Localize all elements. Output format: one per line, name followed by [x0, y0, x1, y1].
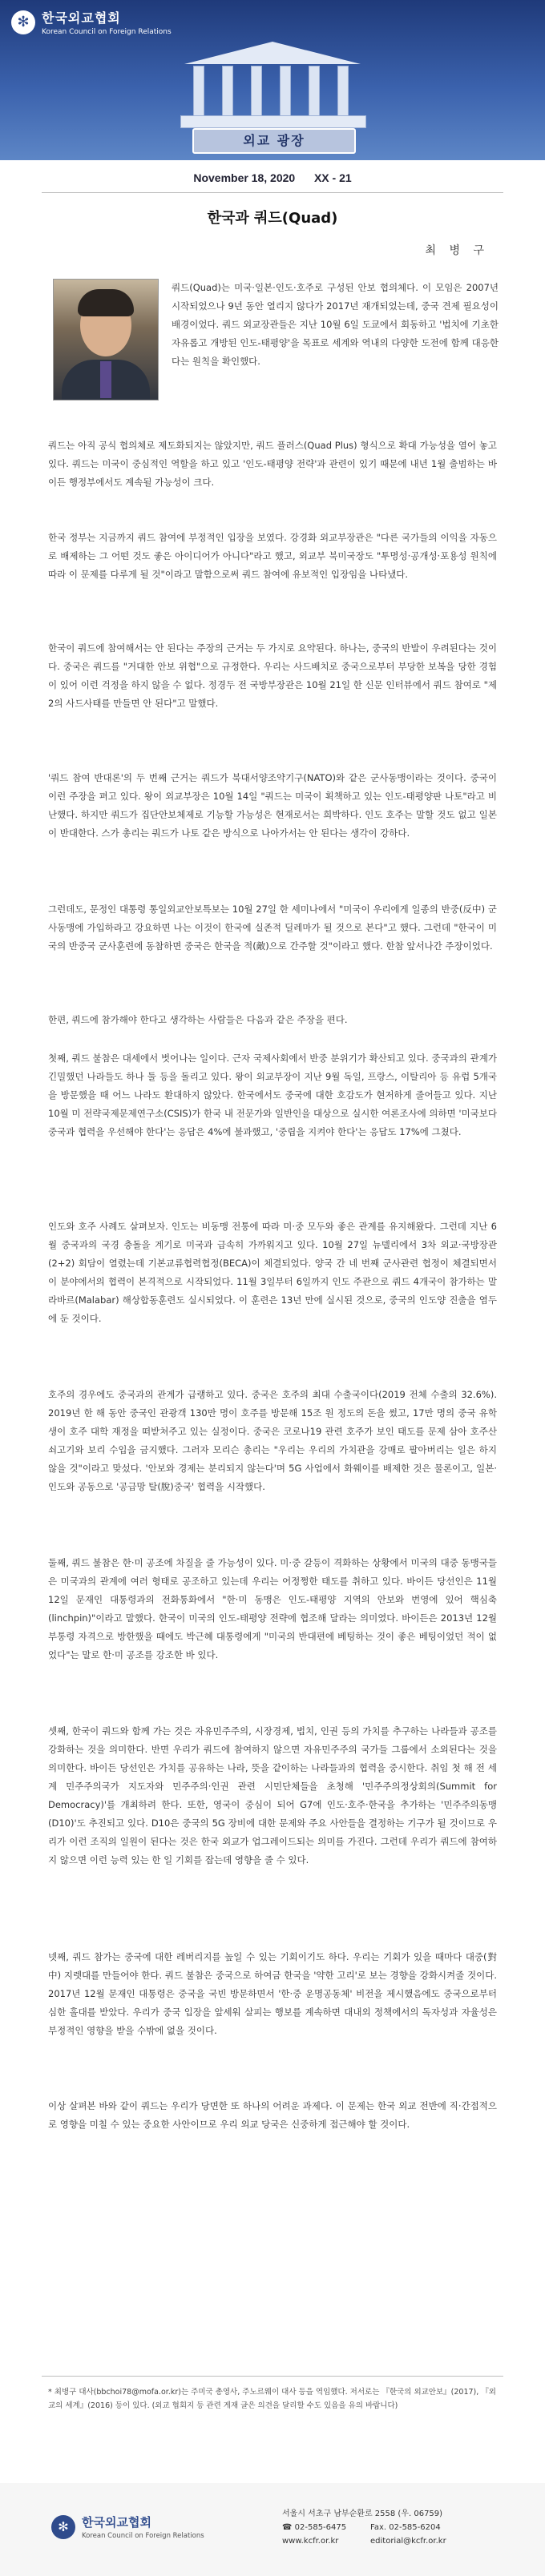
author-photo-hair: [78, 289, 134, 316]
footer-phone: ☎ 02-585-6475: [282, 2523, 347, 2532]
author-footnote: * 최병구 대사(bbchoi78@mofa.or.kr)는 주미국 총영사, 주노르웨이 대사 등을 역임했다. 저서로는 『한국의 외교안보』(2017), 『외교의 세계』(2016) 등이 있다. (외교 협회지 등 관련 게재 글은 의견을 달리할 수도 있음을 유의 바랍니다): [48, 2388, 496, 2410]
article-paragraph: 첫째, 쿼드 불참은 대세에서 벗어나는 일이다. 근자 국제사회에서 반중 분위기가 확산되고 있다. 중국과의 관계가 긴밀했던 나라들도 하나 둘 등을 돌리고 있다. 왕이 외교부장이 지난 9월 독일, 프랑스, 이탈리아 등 유럽 5개국을 방문했을 때 어느 나라도 환대하지 않았다. 한국에서도 중국에 대한 호감도가 현저하게 줄어들고 있다. 지난 10월 미 전략국제문제연구소(CSIS)가 한국 내 전문가와 일반인을 대상으로 실시한 여론조사에 의하면 '미국보다 중국과 협력을 우선해야 한다'는 응답은 4%에 불과했고, '중립을 지켜야 한다'는 응답도 17%에 그쳤다.: [48, 1053, 497, 1137]
article-paragraph: '쿼드 참여 반대론'의 두 번째 근거는 쿼드가 북대서양조약기구(NATO)와 같은 군사동맹이라는 것이다. 중국이 이런 주장을 펴고 있다. 왕이 외교부장은 10월 14일 "쿼드는 미국이 획책하고 있는 인도-태평양판 나토"라고 비난했다. 하지만 쿼드가 집단안보체제로 기능할 가능성은 현재로서는 희박하다. 인도 호주는 말할 것도 없고 일본이 반대한다. 스가 총리는 쿼드가 나토 같은 방식으로 나아가서는 안 된다는 생각이 강하다.: [48, 772, 497, 839]
article-paragraph: 쿼드는 아직 공식 협의체로 제도화되지는 않았지만, 쿼드 플러스(Quad Plus) 형식으로 확대 가능성을 열어 놓고 있다. 쿼드는 미국이 중심적인 역할을 하고 있고 '인도-태평양 전략'과 관련이 있기 때문에 내년 1월 출범하는 바이든 행정부에서도 계속될 가능성이 크다.: [48, 440, 497, 488]
building-pillar: [337, 66, 349, 117]
article-paragraph: 한편, 쿼드에 참가해야 한다고 생각하는 사람들은 다음과 같은 주장을 편다.: [48, 1014, 348, 1025]
article-author: 최 병 구: [425, 244, 489, 257]
org-name-en: Korean Council on Foreign Relations: [42, 28, 172, 36]
article-title: 한국과 쿼드(Quad): [207, 210, 338, 227]
footer-org-name-ko: 한국외교협회: [82, 2515, 151, 2530]
building-base: [180, 115, 366, 128]
article-paragraph: 한국 정부는 지금까지 쿼드 참여에 부정적인 입장을 보였다. 강경화 외교부장관은 "다른 국가들의 이익을 자동으로 배제하는 그 어떤 것도 좋은 아이디어가 아니다"라고 했고, 외교부 북미국장도 "투명성·공개성·포용성 원칙에 따라 이 문제를 다루게 될 것"이라고 말함으로써 쿼드 참여에 유보적인 입장임을 나타냈다.: [48, 532, 497, 580]
publication-title: 외교 광장: [192, 128, 356, 154]
article-paragraph: 둘째, 쿼드 불참은 한·미 공조에 차질을 줄 가능성이 있다. 미·중 갈등이 격화하는 상황에서 미국의 대중 동맹국들은 미국과의 관계에 여러 형태로 공조하고 있는데 우리는 어정쩡한 태도를 취하고 있다. 바이든 당선인은 11월 12일 문재인 대통령과의 전화통화에서 "한·미 동맹은 인도-태평양 지역의 안보와 번영에 있어 핵심축(linchpin)"이라고 말했다. 한국이 미국의 인도-태평양 전략에 협조해 달라는 의미였다. 바이든은 2013년 12월 부통령 자격으로 방한했을 때에도 박근혜 대통령에게 "미국의 반대편에 베팅하는 것이 좋은 베팅이었던 적이 없었다"는 말로 한·미 공조를 강조한 바 있다.: [48, 1557, 497, 1660]
article-paragraph: 한국이 쿼드에 참여해서는 안 된다는 주장의 근거는 두 가지로 요약된다. 하나는, 중국의 반발이 우려된다는 것이다. 중국은 쿼드를 "거대한 안보 위협"으로 규정한다. 우리는 사드배치로 중국으로부터 부당한 보복을 당한 경험이 있어 이런 걱정을 하지 않을 수 없다. 정경두 전 국방부장관은 10월 21일 한 신문 인터뷰에서 쿼드 참여로 "제2의 사드사태를 만들면 안 된다"고 말했다.: [48, 642, 497, 709]
building-pillar: [309, 66, 320, 117]
building-pillar: [251, 66, 262, 117]
footer: [0, 2483, 545, 2576]
divider: [42, 2376, 503, 2377]
issue-date: November 18, 2020: [193, 171, 296, 184]
article-paragraph: 쿼드(Quad)는 미국·일본·인도·호주로 구성된 안보 협의체다. 이 모임은 2007년 시작되었으나 9년 동안 열리지 않다가 2017년 재개되었는데, 중국 견제 필요성이 배경이었다. 쿼드 외교장관들은 지난 10월 6일 도쿄에서 회동하고 '법치에 기초한 자유롭고 개방된 인도-태평양'을 목표로 세계와 역내의 다양한 도전에 함께 대응한다는 원칙을 확인했다.: [172, 282, 499, 367]
footer-website[interactable]: www.kcfr.or.kr: [282, 2537, 339, 2546]
divider: [42, 192, 503, 193]
footer-fax: Fax. 02-585-6204: [370, 2523, 441, 2532]
org-name-ko: 한국외교협회: [42, 10, 121, 26]
building-pillar: [193, 66, 204, 117]
building-pediment: [184, 42, 361, 64]
footer-web-row: [282, 2534, 458, 2548]
article-paragraph: 넷째, 쿼드 참가는 중국에 대한 레버리지를 높일 수 있는 기회이기도 하다. 우리는 기회가 있을 때마다 대중(對中) 지렛대를 만들어야 한다. 쿼드 불참은 중국으로 하여금 한국을 '약한 고리'로 보는 경향을 강화시켜줄 것이다. 2017년 12월 문재인 대통령은 중국을 국빈 방문하면서 '한·중 운명공동체' 비전을 제시했음에도 중국으로부터 심한 홀대를 받았다. 우리가 중국 입장을 앞세워 살피는 행보를 계속하면 대내외 정책에서의 독자성과 자율성은 부정적인 영향을 받을 수밖에 없을 것이다.: [48, 1951, 497, 2036]
masthead-banner: [0, 0, 545, 160]
article-paragraph: 그런데도, 문정인 대통령 통일외교안보특보는 10월 27일 한 세미나에서 "미국이 우리에게 일종의 반중(反中) 군사동맹에 가입하라고 강요하면 나는 이것이 한국에 실존적 딜레마가 될 것으로 본다"고 했다. 그런데 "한국이 미국의 반중국 군사훈련에 동참하면 중국은 한국을 적(敵)으로 간주할 것"이라고 했다. 한참 앞서나간 주장이었다.: [48, 904, 498, 952]
building-pillar: [280, 66, 291, 117]
article-paragraph: 셋째, 한국이 쿼드와 함께 가는 것은 자유민주주의, 시장경제, 법치, 인권 등의 가치를 추구하는 나라들과 공조를 강화하는 것을 의미한다. 반면 우리가 쿼드에 참여하지 않으면 자유민주주의 국가들 그룹에서 소외된다는 것을 의미한다. 바이든 당선인은 가치를 공유하는 나라, 뜻을 같이하는 나라들과의 협력을 중시한다. 취임 첫 해 전 세계 민주주의국가 지도자와 민주주의·인권 관련 시민단체들을 초청해 '민주주의정상회의(Summit for Democracy)'를 개최하려 한다. 또한, 영국이 중심이 되어 G7에 인도·호주·한국을 추가하는 '민주주의동맹(D10)'도 추진되고 있다. D10은 중국의 5G 장비에 대한 문제와 주요 사안들을 결정하는 기구가 될 것이므로 우리가 이런 조직의 일원이 된다는 것은 한국 외교가 업그레이드되는 의미를 가진다. 그런데 우리가 쿼드에 참여하지 않으면 이런 능력 있는 한 일 기회를 잡는데 영향을 줄 수 있다.: [48, 1725, 497, 1866]
article-paragraph: 호주의 경우에도 중국과의 관계가 급랭하고 있다. 중국은 호주의 최대 수출국이다(2019 전체 수출의 32.6%). 2019년 한 해 동안 중국인 관광객 130만 명이 호주를 방문해 15조 원 정도의 돈을 썼고, 17만 명의 중국 유학생이 호주 대학 재정을 떠받쳐주고 있는 실정이다. 중국은 코로나19 관련 호주가 보인 태도를 문제 삼아 호주산 쇠고기와 보리 수입을 금지했다. 그러자 모리슨 총리는 "우리는 우리의 가치관을 강매로 팔아버리는 일은 하지 않을 것"이라고 맞섰다. '안보와 경제는 분리되지 않는다'며 5G 사업에서 화웨이를 배제한 것은 물론이고, 일본·인도와 공동으로 '공급망 탈(脫)중국' 협력을 시작했다.: [48, 1389, 497, 1492]
footer-address: 서울시 서초구 남부순환로 2558 (우. 06759): [282, 2510, 443, 2518]
footer-logo: [51, 2514, 204, 2540]
building-illustration: [180, 42, 365, 131]
org-logo: [11, 8, 172, 36]
author-photo-tie: [100, 361, 111, 398]
footer-org-name-en: Korean Council on Foreign Relations: [82, 2532, 204, 2540]
footer-contact: [282, 2507, 458, 2548]
footer-phone-row: [282, 2521, 458, 2534]
author-photo: [53, 279, 159, 400]
building-pillar: [222, 66, 233, 117]
article-paragraph: 이상 살펴본 바와 같이 쿼드는 우리가 당면한 또 하나의 어려운 과제다. 이 문제는 한국 외교 전반에 직·간접적으로 영향을 미칠 수 있는 중요한 사안이므로 우리 외교 당국은 신중하게 접근해야 할 것이다.: [48, 2100, 497, 2130]
article-paragraph: 인도와 호주 사례도 살펴보자. 인도는 비동맹 전통에 따라 미·중 모두와 좋은 관계를 유지해왔다. 그런데 지난 6월 중국과의 국경 충돌을 계기로 미국과 급속히 가까워지고 있다. 10월 27일 뉴델리에서 3차 외교·국방장관(2+2) 회담이 열렸는데 기본교류협력협정(BECA)이 체결되었다. 양국 간 네 번째 군사관련 협정이 체결되면서 이 분야에서의 협력이 본격적으로 시작되었다. 11월 3일부터 6일까지 인도 주관으로 쿼드 4개국이 참가하는 말라바르(Malabar) 해상합동훈련도 실시되었다. 이 훈련은 13년 만에 실시된 것으로, 중국의 인도양 진출을 염두에 둔 것이다.: [48, 1221, 497, 1324]
org-emblem-icon: ✻: [11, 10, 35, 34]
org-logo-text: [42, 8, 172, 36]
issue-number: XX - 21: [313, 171, 352, 184]
issue-line: [0, 171, 545, 184]
footer-email[interactable]: editorial@kcfr.or.kr: [370, 2537, 446, 2546]
org-emblem-icon: ✻: [51, 2515, 75, 2539]
footer-logo-text: [82, 2514, 204, 2540]
